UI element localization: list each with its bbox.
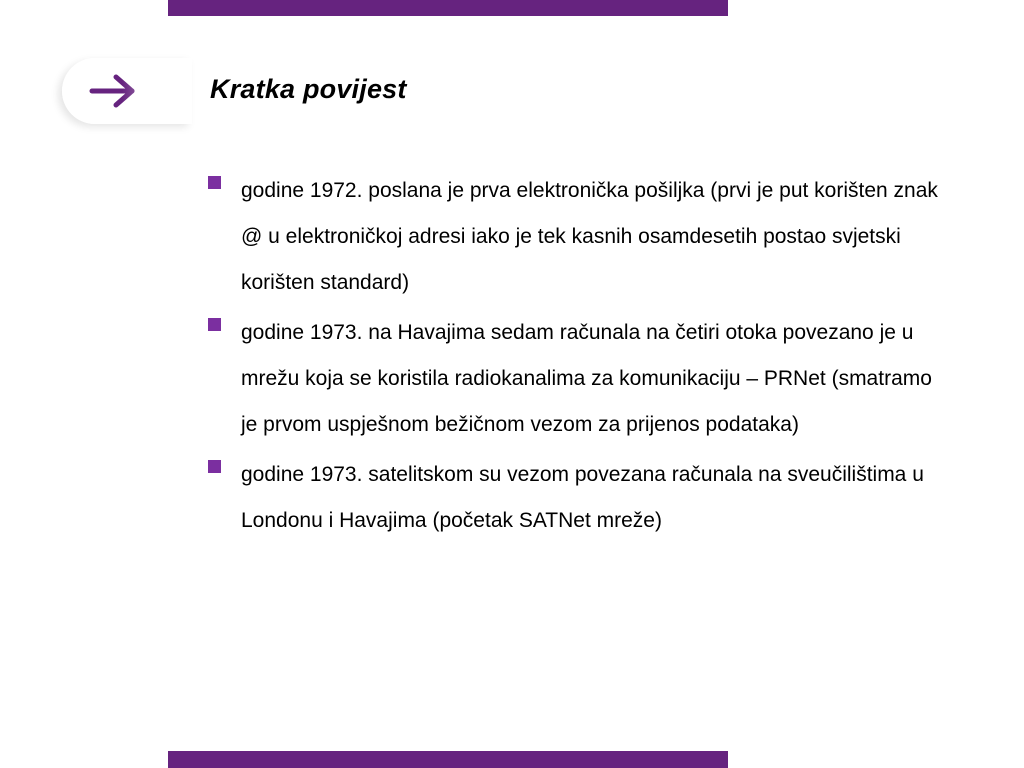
bullet-item <box>207 168 947 306</box>
square-bullet-icon <box>208 176 221 189</box>
square-bullet-icon <box>208 460 221 473</box>
bullet-item <box>207 310 947 448</box>
arrow-right-icon <box>88 72 140 110</box>
bullet-list <box>207 168 947 548</box>
bullet-text: godine 1973. satelitskom su vezom povezana računala na sveučilištima u Londonu i Havajima (početak SATNet mreže) <box>241 463 924 532</box>
square-bullet-icon <box>208 318 221 331</box>
slide-title: Kratka povijest <box>210 74 407 104</box>
bullet-text: godine 1973. na Havajima sedam računala na četiri otoka povezano je u mrežu koja se koristila radiokanalima za komunikaciju – PRNet (smatramo je prvom uspješnom bežičnom vezom za prijenos podataka) <box>241 321 932 436</box>
bullet-text: godine 1972. poslana je prva elektronička pošiljka (prvi je put korišten znak @ u elektroničkoj adresi iako je tek kasnih osamdesetih postao svjetski korišten standard) <box>241 179 938 294</box>
bullet-item <box>207 452 947 544</box>
bottom-accent-bar <box>168 751 728 768</box>
arrow-badge <box>62 58 192 124</box>
top-accent-bar <box>168 0 728 16</box>
